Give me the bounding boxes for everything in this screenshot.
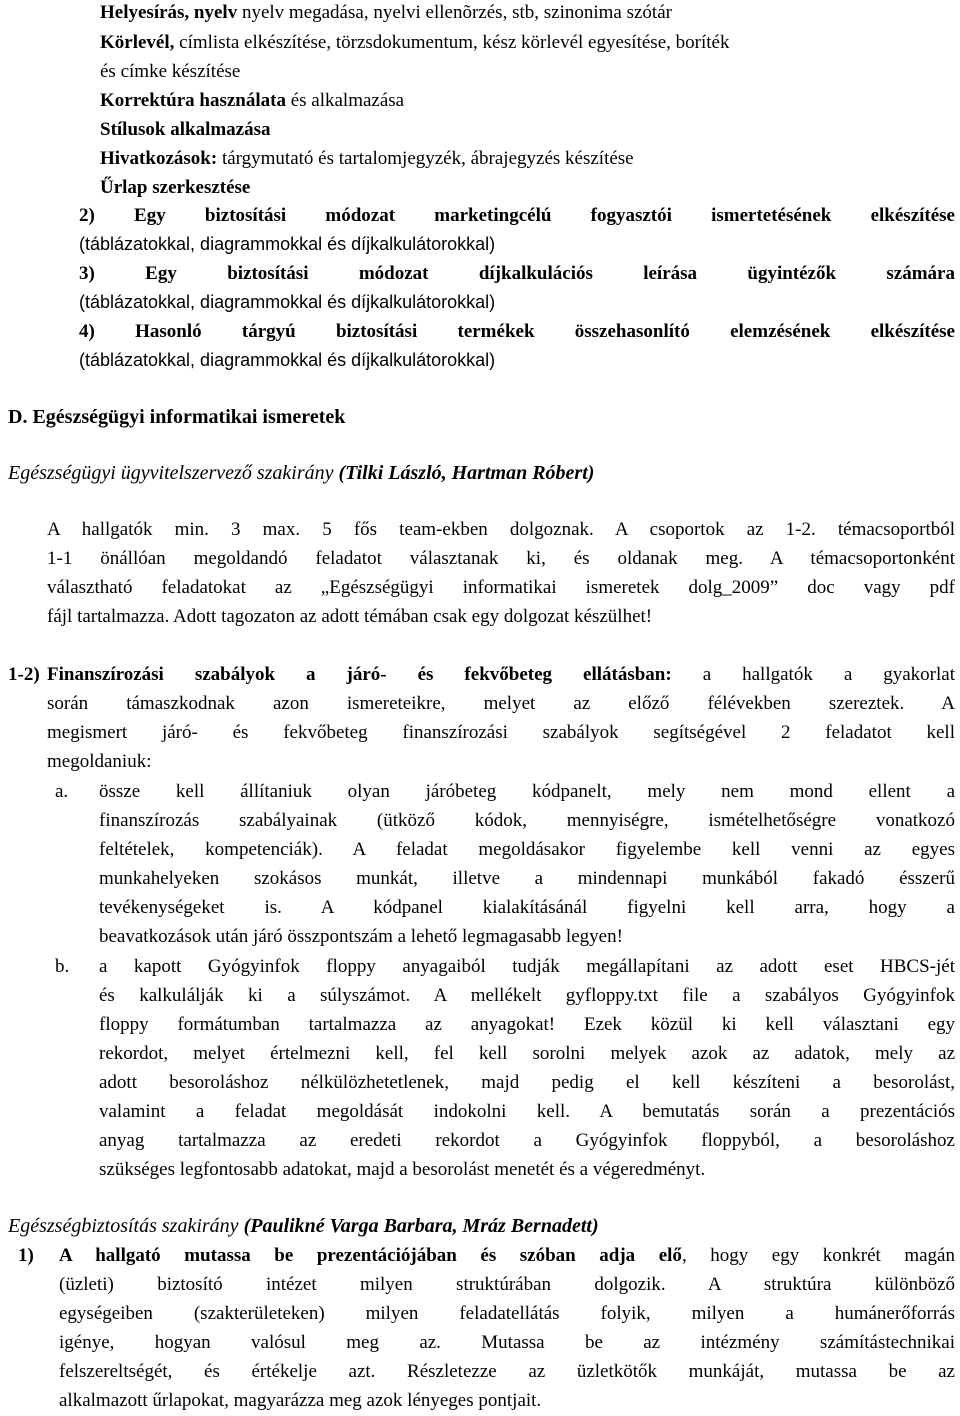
sub-item-a-line: feltételek, kompetenciák). A feladat megoldásakor figyelembe kell venni az egyes — [99, 839, 955, 860]
sub-item-a-line: össze kell állítaniuk olyan járóbeteg kódpanelt, mely nem mond ellent a — [99, 781, 955, 802]
list-item-mail-merge: Körlevél, címlista elkészítése, törzsdokumentum, kész körlevél egyesítése, boríték — [100, 32, 730, 53]
item-1-2-line: során támaszkodnak azon ismereteikre, melyet az előző félévekben szereztek. A — [47, 693, 955, 714]
section-d-heading: D. Egészségügyi informatikai ismeretek — [8, 406, 346, 428]
item-1-first-line: A hallgató mutassa be prezentációjában és szóban adja elő, hogy egy konkrét magán — [59, 1245, 955, 1266]
item-1-line: egységeiben (szakterületeken) milyen feladatellátás folyik, milyen a humánerőforrás — [59, 1303, 955, 1324]
sub-item-b-line: valamint a feladat megoldását indokolni kell. A bemutatás során a prezentációs — [99, 1101, 955, 1122]
numbered-item-3-title: 3) Egy biztosítási módozat díjkalkulációs leírása ügyintézők számára — [79, 263, 955, 284]
item-1-2-line: megismert járó- és fekvőbeteg finanszírozási szabályok segítségével 2 feladatot kell — [47, 722, 955, 743]
sub-item-a-line: beavatkozások után járó összpontszám a lehető legmagasabb legyen! — [99, 926, 623, 947]
item-1-line: igénye, hogyan valósul meg az. Mutassa be az intézmény számítástechnikai — [59, 1332, 955, 1353]
sub-item-b-line: anyag tartalmazza az eredeti rekordot a Gyógyinfok floppyból, a besoroláshoz — [99, 1130, 955, 1151]
subsection-heading-egeszsegbiztositas: Egészségbiztosítás szakirány (Paulikné Varga Barbara, Mráz Bernadett) — [8, 1215, 599, 1237]
sub-item-a-line: finanszírozás szabályainak (ütköző kódok, mennyiségre, ismételhetőségre vonatkozó — [99, 810, 955, 831]
item-1-2-first-line: Finanszírozási szabályok a járó- és fekvőbeteg ellátásban: a hallgatók a gyakorlat — [47, 664, 955, 685]
item-number: 1-2) — [8, 664, 40, 685]
numbered-item-3-sub: (táblázatokkal, diagrammokkal és díjkalkulátorokkal) — [79, 292, 496, 312]
list-item-forms: Űrlap szerkesztése — [100, 177, 251, 198]
list-item-spelling: Helyesírás, nyelv nyelv megadása, nyelvi ellenõrzés, stb, szinonima szótár — [100, 2, 672, 23]
item-1-line: (üzleti) biztosító intézet milyen struktúrában dolgozik. A struktúra különböző — [59, 1274, 955, 1295]
numbered-item-2-title: 2) Egy biztosítási módozat marketingcélú fogyasztói ismertetésének elkészítése — [79, 205, 955, 226]
sub-item-b-line: a kapott Gyógyinfok floppy anyagaiból tudják megállapítani az adott eset HBCS-jét — [99, 956, 955, 977]
sub-item-letter-a: a. — [55, 781, 69, 802]
sub-item-a-line: tevékenységeket is. A kódpanel kialakításánál figyelni kell arra, hogy a — [99, 897, 955, 918]
paragraph-line: 1-1 önállóan megoldandó feladatot választanak ki, és oldanak meg. A témacsoportonként — [47, 548, 955, 569]
paragraph-line: fájl tartalmazza. Adott tagozaton az adott témában csak egy dolgozat készülhet! — [47, 606, 653, 627]
list-item-styles: Stílusok alkalmazása — [100, 119, 271, 140]
sub-item-b-line: és kalkulálják ki a súlyszámot. A mellékelt gyfloppy.txt file a szabályos Gyógyinfok — [99, 985, 955, 1006]
item-1-2-line: megoldaniuk: — [47, 751, 152, 772]
sub-item-b-line: szükséges legfontosabb adatokat, majd a besorolást menetét és a végeredményt. — [99, 1159, 706, 1180]
list-item-references: Hivatkozások: tárgymutató és tartalomjegyzék, ábrajegyzés készítése — [100, 148, 634, 169]
paragraph-line: A hallgatók min. 3 max. 5 fős team-ekben dolgoznak. A csoportok az 1-2. témacsoportból — [47, 519, 955, 540]
sub-item-b-line: floppy formátumban tartalmazza az anyagokat! Ezek közül ki kell választani egy — [99, 1014, 955, 1035]
sub-item-a-line: munkahelyeken szokásos munkát, illetve a mindennapi munkából fakadó ésszerű — [99, 868, 955, 889]
numbered-item-4-title: 4) Hasonló tárgyú biztosítási termékek összehasonlító elemzésének elkészítése — [79, 321, 955, 342]
item-1-line: alkalmazott űrlapokat, magyarázza meg azok lényeges pontjait. — [59, 1390, 542, 1411]
list-item-track-changes: Korrektúra használata és alkalmazása — [100, 90, 405, 111]
item-1-line: felszereltségét, és értékelje azt. Részletezze az üzletkötők munkáját, mutassa be az — [59, 1361, 955, 1382]
paragraph-line: választható feladatokat az „Egészségügyi informatikai ismeretek dolg_2009” doc vagy pdf — [47, 577, 955, 598]
item-number: 1) — [18, 1245, 34, 1266]
numbered-item-4-sub: (táblázatokkal, diagrammokkal és díjkalkulátorokkal) — [79, 350, 496, 370]
sub-item-b-line: rekordot, melyet értelmezni kell, fel kell sorolni melyek azok az adatok, mely az — [99, 1043, 955, 1064]
sub-item-letter-b: b. — [55, 956, 70, 977]
list-item-mail-merge-cont: és címke készítése — [100, 61, 241, 82]
subsection-heading-ugyvitel: Egészségügyi ügyvitelszervező szakirány (Tilki László, Hartman Róbert) — [8, 462, 595, 484]
sub-item-b-line: adott besoroláshoz nélkülözhetetlenek, majd pedig el kell készíteni a besorolást, — [99, 1072, 955, 1093]
numbered-item-2-sub: (táblázatokkal, diagrammokkal és díjkalkulátorokkal) — [79, 234, 496, 254]
